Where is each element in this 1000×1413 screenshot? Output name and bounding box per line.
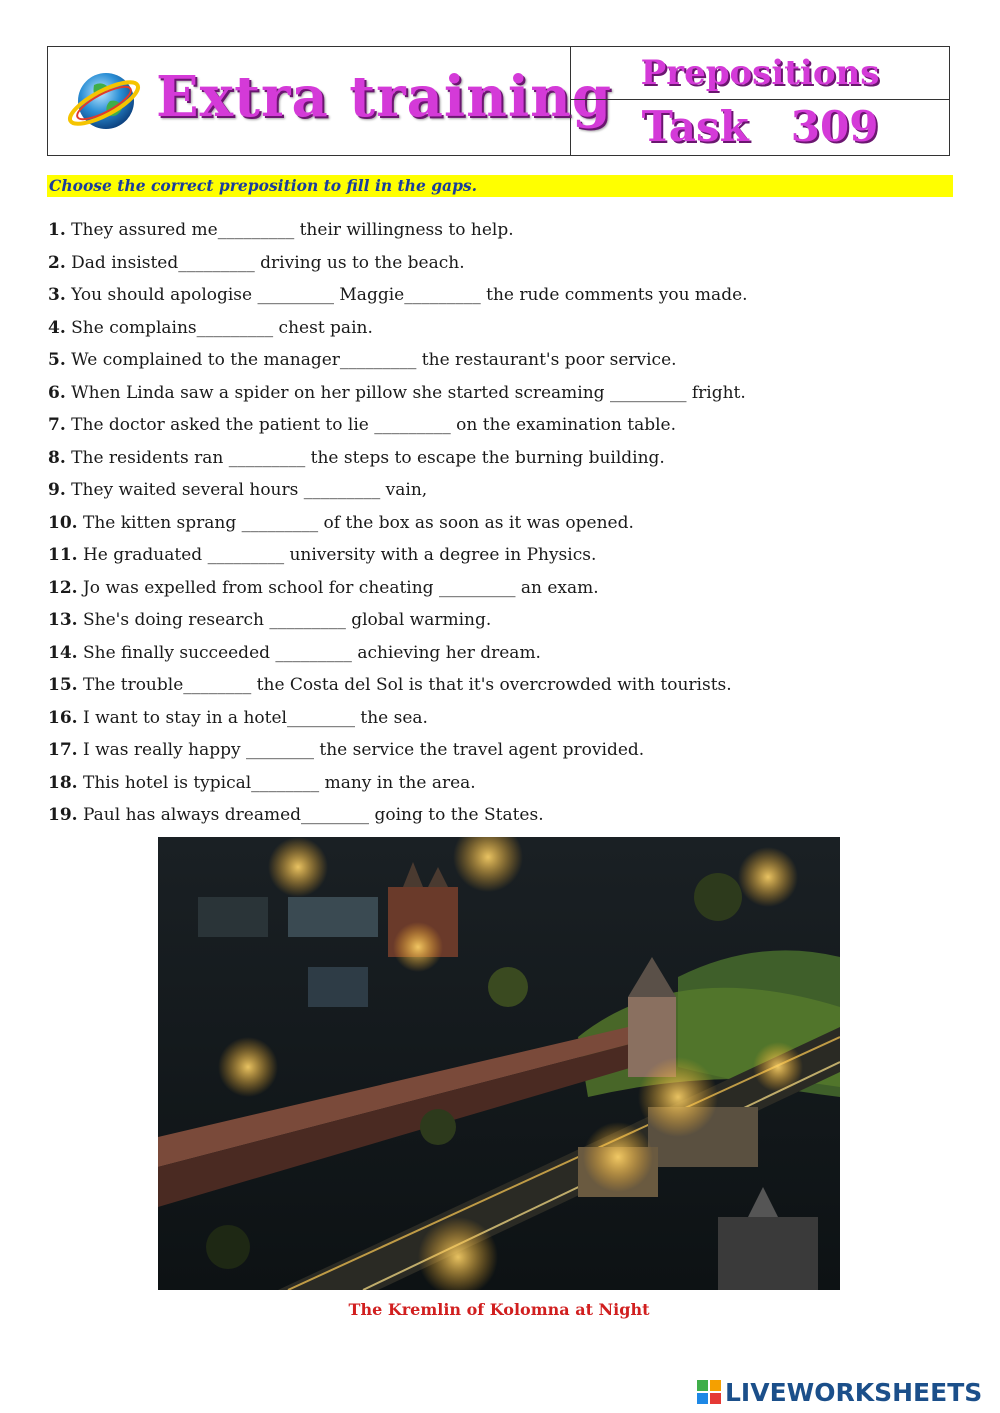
question-number: 1. xyxy=(48,220,66,240)
worksheet-header xyxy=(47,46,950,156)
brand-cell xyxy=(48,47,613,155)
question-item xyxy=(48,736,948,769)
question-text: The kitten sprang _________ of the box as soon as it was opened. xyxy=(82,512,634,533)
question-text: You should apologise _________ Maggie_________ the rude comments you made. xyxy=(71,285,748,305)
question-number: 19. xyxy=(48,805,78,825)
question-text: Dad insisted_________ driving us to the beach. xyxy=(71,252,465,273)
question-number: 2. xyxy=(48,252,66,273)
question-item xyxy=(48,769,948,802)
question-text: She finally succeeded _________ achieving her dream. xyxy=(82,642,541,663)
question-item xyxy=(48,671,948,704)
question-item xyxy=(48,801,948,834)
question-number: 7. xyxy=(48,415,66,435)
question-number: 18. xyxy=(48,772,78,793)
question-text: I want to stay in a hotel________ the sea. xyxy=(82,707,428,728)
lws-logo-icon xyxy=(697,1380,721,1404)
question-text: She's doing research _________ global warming. xyxy=(82,610,492,630)
question-text: They waited several hours _________ vain, xyxy=(71,480,428,500)
photo-caption: The Kremlin of Kolomna at Night xyxy=(348,1300,650,1319)
question-text: Paul has always dreamed________ going to the States. xyxy=(82,805,544,825)
question-item xyxy=(48,704,948,737)
question-item xyxy=(48,314,948,347)
task-cell xyxy=(571,100,949,155)
task-info xyxy=(571,47,949,155)
question-number: 15. xyxy=(48,675,78,695)
question-number: 11. xyxy=(48,545,78,565)
logo-text: LIVEWORKSHEETS xyxy=(725,1378,983,1407)
question-item xyxy=(48,444,948,477)
topic-title: Prepositions xyxy=(640,53,880,93)
question-number: 17. xyxy=(48,740,78,760)
question-item xyxy=(48,281,948,314)
question-item xyxy=(48,509,948,542)
question-text: The doctor asked the patient to lie _________ on the examination table. xyxy=(71,415,677,435)
question-item xyxy=(48,476,948,509)
question-number: 4. xyxy=(48,317,66,338)
question-text: She complains_________ chest pain. xyxy=(71,317,373,338)
question-text: Jo was expelled from school for cheating _________ an exam. xyxy=(82,577,599,598)
question-number: 3. xyxy=(48,285,66,305)
question-text: He graduated _________ university with a degree in Physics. xyxy=(82,545,597,565)
question-number: 12. xyxy=(48,577,78,598)
instruction-banner: Choose the correct preposition to fill in the gaps. xyxy=(47,175,953,197)
liveworksheets-logo[interactable] xyxy=(697,1376,997,1410)
brand-title: Extra training xyxy=(156,64,613,130)
topic-cell xyxy=(571,47,949,100)
task-label: Task xyxy=(641,102,749,151)
question-item xyxy=(48,606,948,639)
question-number: 8. xyxy=(48,447,66,468)
question-number: 6. xyxy=(48,382,66,403)
question-item xyxy=(48,249,948,282)
question-item xyxy=(48,216,948,249)
question-text: They assured me_________ their willingness to help. xyxy=(71,220,514,240)
question-text: The trouble________ the Costa del Sol is that it's overcrowded with tourists. xyxy=(82,675,732,695)
question-text: I was really happy ________ the service the travel agent provided. xyxy=(82,740,645,760)
question-number: 16. xyxy=(48,707,78,728)
question-item xyxy=(48,639,948,672)
question-item xyxy=(48,346,948,379)
question-item xyxy=(48,379,948,412)
question-text: When Linda saw a spider on her pillow she started screaming _________ fright. xyxy=(71,382,746,403)
question-number: 10. xyxy=(48,512,78,533)
kremlin-night-photo xyxy=(158,837,840,1290)
question-list xyxy=(48,216,948,834)
city-night-illustration xyxy=(158,837,840,1290)
task-number: 309 xyxy=(790,102,879,151)
question-number: 14. xyxy=(48,642,78,663)
question-number: 5. xyxy=(48,350,66,370)
question-item xyxy=(48,574,948,607)
question-item xyxy=(48,541,948,574)
globe-icon xyxy=(64,61,144,141)
question-text: This hotel is typical________ many in the area. xyxy=(82,772,476,793)
question-item xyxy=(48,411,948,444)
question-number: 13. xyxy=(48,610,78,630)
question-text: We complained to the manager_________ the restaurant's poor service. xyxy=(71,350,677,370)
question-number: 9. xyxy=(48,480,66,500)
question-text: The residents ran _________ the steps to escape the burning building. xyxy=(71,447,665,468)
